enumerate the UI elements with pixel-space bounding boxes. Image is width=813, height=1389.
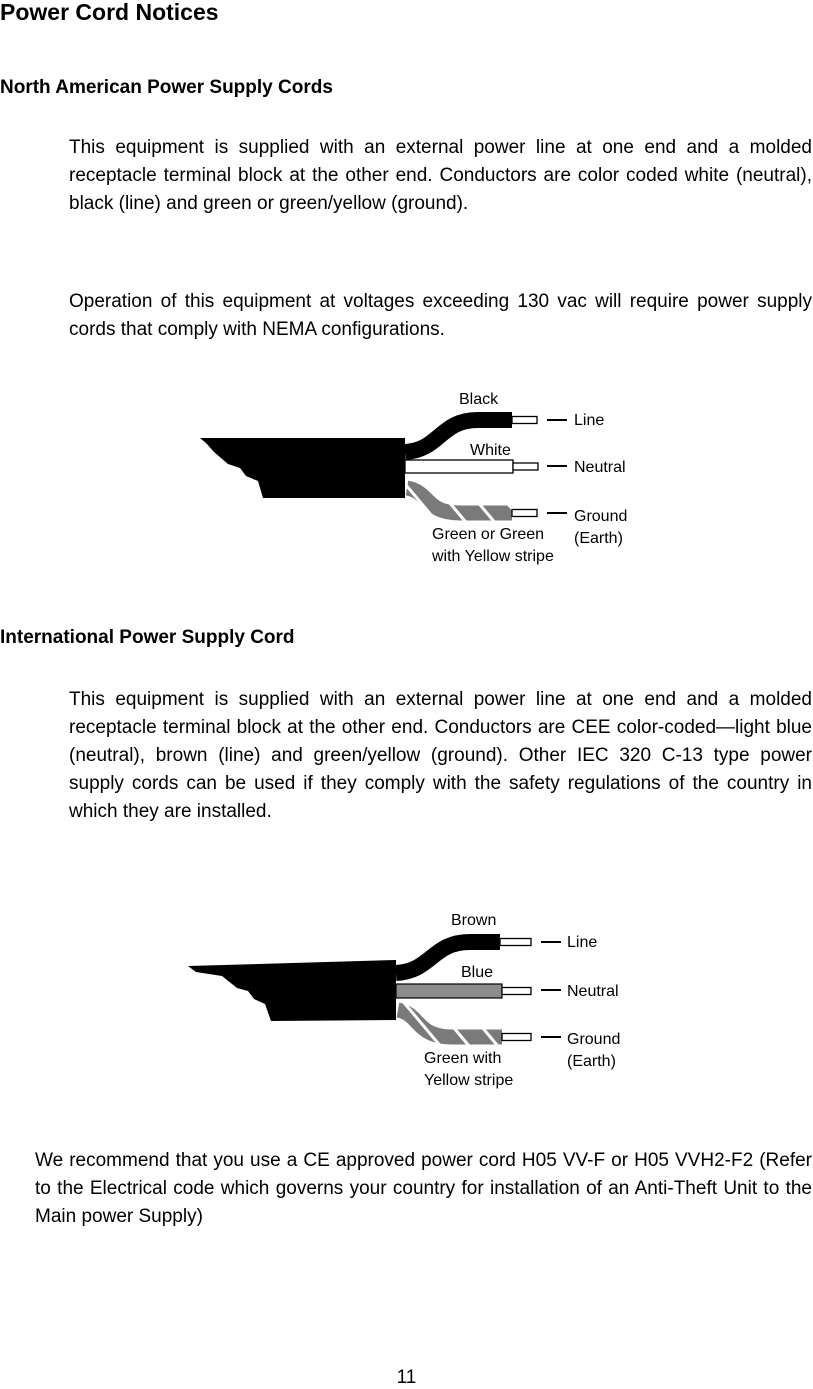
label-line: Line xyxy=(567,934,598,951)
label-blue: Blue xyxy=(461,964,494,981)
label-neutral: Neutral xyxy=(567,983,619,1000)
label-ground-wire-1: Green or Green xyxy=(432,526,545,543)
label-black: Black xyxy=(459,391,499,408)
north-america-paragraph-2: Operation of this equipment at voltages exceeding 130 vac will require power supply cords that comply with NEMA configurations. xyxy=(69,291,812,340)
section-heading-international: International Power Supply Cord xyxy=(0,627,295,648)
cord-jacket xyxy=(188,960,396,1021)
label-ground-2: (Earth) xyxy=(567,1053,616,1070)
international-paragraph-1: This equipment is supplied with an external power line at one end and a molded receptacle terminal block at the other end. Conductors are CEE color-coded—light blue (neutral), brown (line) and green/yellow (ground). Other IEC 320 C-13 type power supply cords can be used if they comply with the safety regulations of the country in which they are installed. xyxy=(69,689,812,822)
label-ground-1: Ground xyxy=(574,508,628,525)
section-heading-north-america: North American Power Supply Cords xyxy=(0,77,333,98)
white-wire-tip xyxy=(513,463,538,470)
ground-wire xyxy=(407,488,512,513)
north-america-cord-diagram xyxy=(0,380,813,580)
page-title: Power Cord Notices xyxy=(0,0,219,25)
brown-wire-tip xyxy=(500,939,531,946)
international-cord-diagram xyxy=(0,900,813,1100)
ground-wire-tip xyxy=(512,510,537,517)
page-number: 11 xyxy=(396,1367,417,1388)
recommendation-paragraph: We recommend that you use a CE approved power cord H05 VV-F or H05 VVH2-F2 (Refer to the Electrical code which governs your country for installation of an Anti-Theft Unit to the Main power Supply) xyxy=(35,1150,812,1227)
label-ground-2: (Earth) xyxy=(574,530,623,547)
label-brown: Brown xyxy=(451,912,497,929)
ground-wire-tip xyxy=(502,1034,531,1041)
label-white: White xyxy=(470,442,511,459)
cord-jacket xyxy=(200,438,405,498)
north-america-paragraph-1: This equipment is supplied with an external power line at one end and a molded receptacle terminal block at the other end. Conductors are color coded white (neutral), black (line) and green or green/yellow (ground). xyxy=(69,137,812,214)
label-ground-wire-2: Yellow stripe xyxy=(424,1072,514,1089)
label-ground-wire-2: with Yellow stripe xyxy=(432,548,554,565)
label-neutral: Neutral xyxy=(574,459,626,476)
blue-wire-tip xyxy=(502,988,531,995)
label-line: Line xyxy=(574,412,605,429)
ground-wire xyxy=(398,1010,502,1037)
label-ground-wire-1: Green with xyxy=(424,1050,502,1067)
black-wire-tip xyxy=(512,417,537,424)
blue-wire xyxy=(396,984,502,998)
label-ground-1: Ground xyxy=(567,1031,621,1048)
white-wire xyxy=(405,460,513,473)
